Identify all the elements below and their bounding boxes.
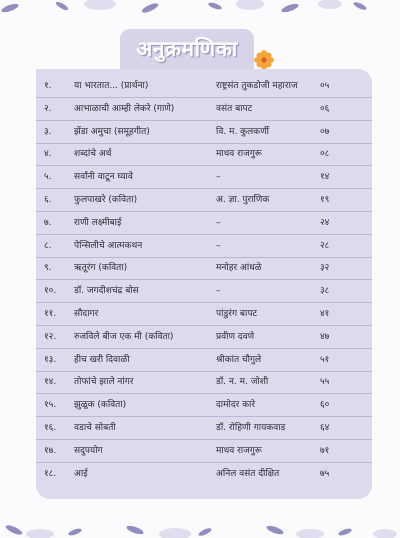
entry-author: प्रवीण दवणे [216, 331, 255, 342]
entry-number: १२. [44, 331, 57, 342]
entry-title: सौदागर [74, 309, 99, 319]
entry-author: श्रीकांत चौगुले [216, 354, 262, 365]
entry-title: ऋतूरंग (कविता) [74, 263, 128, 274]
entry-number: १६. [44, 423, 57, 433]
table-row [36, 329, 372, 345]
entry-number: १०. [44, 286, 57, 297]
row-divider [36, 143, 372, 144]
table-row [36, 352, 372, 368]
entry-number: ३. [44, 126, 52, 137]
entry-number: २. [44, 103, 52, 114]
decorative-leaf-border-top [0, 0, 400, 24]
table-row [36, 283, 372, 299]
table-row [36, 146, 372, 162]
entry-number: ११. [44, 309, 57, 319]
row-divider [36, 279, 372, 280]
entry-title: सर्वांनी वाटून घ्यावे [74, 172, 133, 183]
table-row [36, 466, 372, 482]
entry-number: १८. [44, 468, 57, 479]
entry-number: ७. [44, 217, 52, 228]
entry-title: झेंडा अमुचा (समूहगीत) [74, 126, 150, 137]
row-divider [36, 165, 372, 166]
entry-page: ०५ [320, 81, 330, 91]
entry-page: २४ [320, 217, 330, 228]
entry-number: ८. [44, 240, 52, 251]
entry-author: वि. म. कुलकर्णी [216, 126, 269, 137]
table-row [36, 169, 372, 185]
entry-author: माधव राजगुरू [216, 149, 262, 160]
entry-title: शब्दांचे अर्थ [74, 149, 112, 160]
entry-number: ९. [44, 263, 52, 274]
row-divider [36, 439, 372, 440]
row-divider [36, 325, 372, 326]
entry-author: – [216, 286, 221, 297]
table-row [36, 260, 372, 276]
index-title-tab [120, 29, 254, 69]
row-divider [36, 257, 372, 258]
entry-number: १७. [44, 445, 57, 456]
table-row [36, 238, 372, 254]
entry-author: – [216, 172, 221, 183]
entry-page: ७५ [320, 468, 330, 479]
entry-page: ५१ [320, 354, 330, 365]
page-title: अनुक्रमणिका [136, 37, 238, 61]
entry-page: ४७ [320, 331, 330, 342]
entry-page: ७१ [320, 445, 330, 456]
entry-title: आभाळाची आम्ही लेकरे (गाणे) [74, 103, 175, 114]
entry-page: २८ [320, 240, 330, 251]
entry-author: मनोहर आंधळे [216, 263, 262, 274]
entry-number: १. [44, 81, 52, 91]
table-row [36, 397, 372, 413]
flower-icon [254, 50, 274, 70]
entry-page: ६४ [320, 423, 330, 433]
table-row [36, 374, 372, 390]
entry-number: १३. [44, 354, 57, 365]
entry-page: ५५ [320, 377, 330, 388]
table-row [36, 78, 372, 94]
table-row [36, 192, 372, 208]
row-divider [36, 188, 372, 189]
entry-title: सदुपयोग [74, 445, 103, 456]
entry-title: झुळूक (कविता) [74, 400, 127, 411]
entry-title: फुलपाखरे (कविता) [74, 195, 138, 205]
entry-author: माधव राजगुरू [216, 445, 262, 456]
entry-page: ४१ [320, 309, 330, 319]
table-row [36, 124, 372, 140]
table-row [36, 443, 372, 459]
entry-page: १९ [320, 195, 330, 205]
row-divider [36, 416, 372, 417]
entry-number: १५. [44, 400, 57, 411]
entry-author: राष्ट्रसंत तुकडोजी महाराज [216, 81, 298, 91]
entry-author: डॉ. न. म. जोशी [216, 377, 269, 388]
entry-page: ३८ [320, 286, 330, 297]
entry-page: ०८ [320, 149, 330, 160]
decorative-leaf-border-bottom [0, 514, 400, 538]
entry-author: डॉ. रोहिणी गायकवाड [216, 423, 286, 433]
entry-page: ३२ [320, 263, 330, 274]
entry-number: ५. [44, 172, 52, 183]
entry-title: डॉ. जगदीशचंद्र बोस [74, 286, 139, 297]
entry-title: वडाचे सोबती [74, 423, 116, 433]
row-divider [36, 393, 372, 394]
table-row [36, 101, 372, 117]
entry-number: ६. [44, 195, 52, 205]
entry-title: हीच खरी दिवाळी [74, 354, 130, 365]
table-row [36, 420, 372, 436]
entry-title: पेन्सिलीचे आत्मकथन [74, 240, 143, 251]
entry-author: – [216, 217, 221, 228]
row-divider [36, 348, 372, 349]
entry-title: रुजविले बीज एक मी (कविता) [74, 331, 174, 342]
row-divider [36, 371, 372, 372]
entry-number: ४. [44, 149, 52, 160]
entry-author: पांडुरंग बापट [216, 309, 257, 319]
entry-page: ०७ [320, 126, 330, 137]
row-divider [36, 302, 372, 303]
entry-title: राणी लक्ष्मीबाई [74, 217, 122, 228]
entry-title: आई [74, 468, 88, 479]
entry-author: – [216, 240, 221, 251]
entry-page: ६० [320, 400, 330, 411]
entry-title: तोफांचे झाले नांगर [74, 377, 134, 388]
table-row [36, 215, 372, 231]
row-divider [36, 211, 372, 212]
entry-author: अनिल वसंत दीक्षित [216, 468, 280, 479]
entry-title: या भारतात... (प्रार्थना) [74, 81, 149, 91]
row-divider [36, 234, 372, 235]
row-divider [36, 120, 372, 121]
entry-author: अ. ज्ञा. पुराणिक [216, 195, 270, 205]
entry-author: वसंत बापट [216, 103, 253, 114]
entry-page: ०६ [320, 103, 330, 114]
row-divider [36, 462, 372, 463]
table-row [36, 306, 372, 322]
entry-page: १४ [320, 172, 330, 183]
entry-number: १४. [44, 377, 57, 388]
row-divider [36, 97, 372, 98]
entry-author: दामोदर कारे [216, 400, 256, 411]
